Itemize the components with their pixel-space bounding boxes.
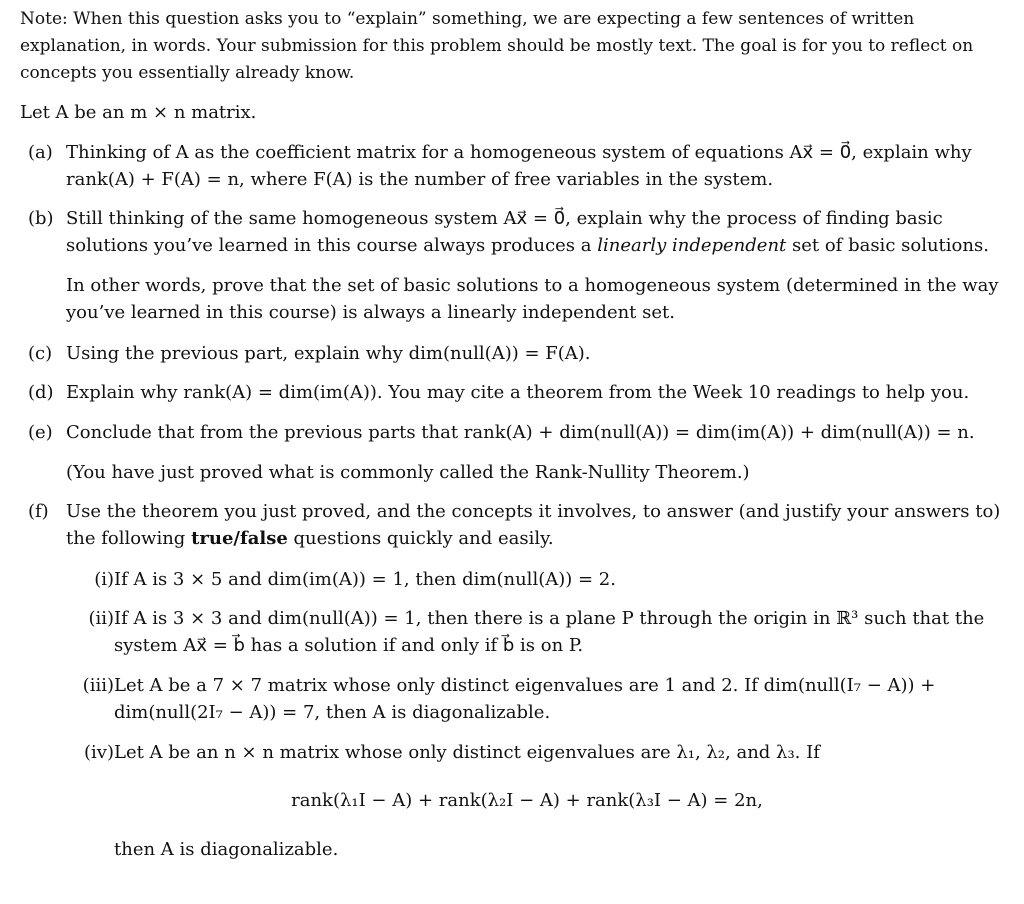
part-b-label: (b) — [28, 208, 54, 229]
subpart-iii-text: Let A be a 7 × 7 matrix whose only distinct eigenvalues are 1 and 2. If dim(null(I₇ − A)) + dim(null(2I₇ − A)) = 7, then A is diagonalizable. — [114, 675, 936, 723]
part-a-label: (a) — [28, 142, 53, 163]
part-d-label: (d) — [28, 382, 54, 403]
part-c-label: (c) — [28, 343, 53, 364]
subpart-ii-label: (ii) — [88, 608, 114, 629]
subpart-iv-equation: rank(λ₁I − A) + rank(λ₂I − A) + rank(λ₃I − A) = 2n, — [291, 790, 763, 811]
part-f-text — [66, 498, 1003, 552]
subpart-ii-text: If A is 3 × 3 and dim(null(A)) = 1, then there is a plane P through the origin in ℝ³ such that the system Ax⃗ = b⃗ has a solution if and only if b⃗ is on P. — [114, 608, 985, 656]
part-a-text: Thinking of A as the coefficient matrix for a homogeneous system of equations Ax⃗ = 0⃗, explain why rank(A) + F(A) = n, where F(A) is the number of free variables in the system. — [66, 142, 972, 190]
part-b-text-start: Still thinking of the same homogeneous system Ax⃗ = 0⃗, explain why the process of finding basic solutions you’ve learned in this course always produces a — [66, 208, 943, 256]
part-b-text — [66, 205, 1003, 259]
intro-statement: Let A be an m × n matrix. — [20, 102, 257, 123]
part-f-text-start: Use the theorem you just proved, and the concepts it involves, to answer (and justify your answers to) the following — [66, 501, 1001, 549]
subpart-i-label: (i) — [94, 569, 114, 590]
part-f-text-end: questions quickly and easily. — [287, 528, 554, 549]
part-b-followup: In other words, prove that the set of basic solutions to a homogeneous system (determined in the way you’ve learned in this course) is always a linearly independent set. — [66, 275, 999, 323]
note-paragraph: Note: When this question asks you to “explain” something, we are expecting a few sentences of written explanation, in words. Your submission for this problem should be mostly text. The goal is for you to reflect on concepts you essentially already know. — [20, 9, 974, 83]
subpart-i-text: If A is 3 × 5 and dim(im(A)) = 1, then dim(null(A)) = 2. — [114, 569, 616, 590]
part-e-followup: (You have just proved what is commonly called the Rank-Nullity Theorem.) — [66, 462, 750, 483]
part-b-text-end: set of basic solutions. — [786, 235, 989, 256]
part-e-text: Conclude that from the previous parts that rank(A) + dim(null(A)) = dim(im(A)) + dim(null(A)) = n. — [66, 422, 975, 443]
part-f-label: (f) — [28, 501, 49, 522]
subpart-iv-text: Let A be an n × n matrix whose only distinct eigenvalues are λ₁, λ₂, and λ₃. If — [114, 742, 820, 763]
part-b-emphasis: linearly independent — [597, 235, 787, 256]
part-f-bold: true/false — [191, 528, 288, 549]
subpart-iv-label: (iv) — [84, 742, 114, 763]
subpart-iii-label: (iii) — [82, 675, 114, 696]
part-e-label: (e) — [28, 422, 53, 443]
subpart-iv-conclusion: then A is diagonalizable. — [114, 839, 339, 860]
part-d-text: Explain why rank(A) = dim(im(A)). You may cite a theorem from the Week 10 readings to help you. — [66, 382, 970, 403]
part-c-text: Using the previous part, explain why dim(null(A)) = F(A). — [66, 343, 591, 364]
